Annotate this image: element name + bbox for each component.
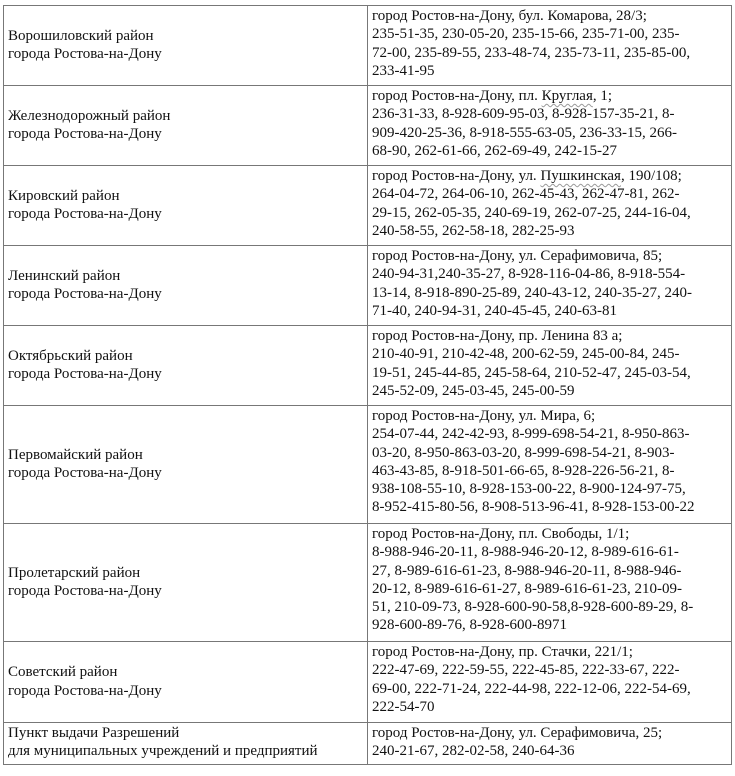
address-phones-cell: [368, 723, 732, 765]
district-name-cell: [4, 723, 368, 765]
address-line: город Ростов-на-Дону, пл. Свободы, 1/1;: [372, 526, 630, 542]
address-phones-cell: [368, 642, 732, 723]
address-phones-cell: [368, 166, 732, 246]
district-name-line: Октябрьский район: [8, 347, 133, 364]
phones-line: 928-600-89-76, 8-928-600-8971: [372, 617, 567, 634]
phones-line: 240-21-67, 282-02-58, 240-64-36: [372, 743, 575, 760]
phones-line: 240-58-55, 262-58-18, 282-25-93: [372, 222, 575, 239]
district-name-line: Пролетарский район: [8, 564, 141, 581]
address-line: город Ростов-на-Дону, пл. Круглая, 1;: [372, 88, 613, 104]
phones-line: 909-420-25-36, 8-918-555-63-05, 236-33-15, 266-: [372, 124, 677, 141]
district-name-line: Советский район: [8, 664, 118, 681]
phones-line: 19-51, 245-44-85, 245-58-64, 210-52-47, 245-03-54,: [372, 364, 691, 381]
district-name-line: города Ростова-на-Дону: [8, 286, 162, 302]
table-row: [4, 642, 732, 723]
table-row: [4, 406, 732, 524]
address-phones-cell: [368, 86, 732, 166]
phones-line: 71-40, 240-94-31, 240-45-45, 240-63-81: [372, 302, 617, 319]
address-line: город Ростов-на-Дону, пр. Стачки, 221/1;: [372, 644, 633, 660]
district-name-line: города Ростова-на-Дону: [8, 46, 162, 62]
district-name-cell: [4, 642, 368, 723]
phones-line: 222-47-69, 222-59-55, 222-45-85, 222-33-67, 222-: [372, 662, 680, 679]
phones-line: 68-90, 262-61-66, 262-69-49, 242-15-27: [372, 142, 617, 159]
table-row: [4, 246, 732, 326]
phones-line: 8-952-415-80-56, 8-908-513-96-41, 8-928-153-00-22: [372, 499, 695, 516]
table-row: [4, 6, 732, 86]
phones-line: 463-43-85, 8-918-501-66-65, 8-928-226-56-21, 8-: [372, 462, 675, 479]
phones-line: 245-52-09, 245-03-45, 245-00-59: [372, 382, 575, 399]
phones-line: 03-20, 8-950-863-03-20, 8-999-698-54-21, 8-903-: [372, 444, 675, 461]
address-line: город Ростов-на-Дону, ул. Серафимовича, 85;: [372, 248, 663, 264]
district-name-cell: [4, 166, 368, 246]
district-name-line: города Ростова-на-Дону: [8, 465, 162, 481]
phones-line: 235-51-35, 230-05-20, 235-15-66, 235-71-00, 235-: [372, 26, 680, 43]
phones-line: 254-07-44, 242-42-93, 8-999-698-54-21, 8-950-863-: [372, 426, 690, 443]
phones-line: 27, 8-989-616-61-23, 8-988-946-20-11, 8-988-946-: [372, 562, 682, 579]
address-phones-cell: [368, 406, 732, 524]
phones-line: 29-15, 262-05-35, 240-69-19, 262-07-25, 244-16-04,: [372, 204, 691, 221]
phones-line: 236-31-33, 8-928-609-95-03, 8-928-157-35-21, 8-: [372, 106, 675, 123]
district-name-line: города Ростова-на-Дону: [8, 583, 162, 599]
district-name-line: Ленинский район: [8, 267, 121, 284]
phones-line: 51, 210-09-73, 8-928-600-90-58,8-928-600-89-29, 8-: [372, 599, 694, 616]
district-name-line: города Ростова-на-Дону: [8, 206, 162, 222]
address-phones-cell: [368, 6, 732, 86]
address-line: город Ростов-на-Дону, пр. Ленина 83 а;: [372, 328, 623, 344]
phones-line: 210-40-91, 210-42-48, 200-62-59, 245-00-84, 245-: [372, 346, 680, 363]
district-name-line: Пункт выдачи Разрешений: [8, 725, 180, 741]
address-phones-cell: [368, 326, 732, 406]
district-name-cell: [4, 246, 368, 326]
district-name-cell: [4, 326, 368, 406]
table-row: [4, 166, 732, 246]
phones-line: 222-54-70: [372, 698, 435, 715]
district-name-line: города Ростова-на-Дону: [8, 366, 162, 382]
district-name-cell: [4, 406, 368, 524]
address-line: город Ростов-на-Дону, ул. Пушкинская, 190/108;: [372, 168, 682, 184]
phones-line: 240-94-31,240-35-27, 8-928-116-04-86, 8-918-554-: [372, 266, 686, 283]
district-name-line: Ворошиловский район: [8, 27, 154, 44]
address-line: город Ростов-на-Дону, ул. Мира, 6;: [372, 408, 596, 424]
phones-line: 69-00, 222-71-24, 222-44-98, 222-12-06, 222-54-69,: [372, 680, 691, 697]
phones-line: 938-108-55-10, 8-928-153-00-22, 8-900-124-97-75,: [372, 481, 686, 498]
address-phones-cell: [368, 246, 732, 326]
address-line: город Ростов-на-Дону, бул. Комарова, 28/3;: [372, 8, 647, 24]
district-name-cell: [4, 524, 368, 642]
phones-line: 8-988-946-20-11, 8-988-946-20-12, 8-989-616-61-: [372, 544, 679, 561]
spellcheck-word: Круглая: [541, 88, 593, 104]
table-row: [4, 326, 732, 406]
phones-line: 264-04-72, 264-06-10, 262-45-43, 262-47-81, 262-: [372, 186, 680, 203]
table-body: [4, 6, 732, 765]
address-phones-cell: [368, 524, 732, 642]
district-name-line: Кировский район: [8, 187, 120, 204]
district-name-line: Железнодорожный район: [8, 107, 171, 124]
district-name-line: города Ростова-на-Дону: [8, 682, 162, 699]
districts-contacts-table: [3, 5, 732, 765]
table-row: [4, 723, 732, 765]
district-name-line: города Ростова-на-Дону: [8, 126, 162, 142]
table-row: [4, 86, 732, 166]
phones-line: 20-12, 8-989-616-61-27, 8-989-616-61-23, 210-09-: [372, 580, 682, 597]
address-line: город Ростов-на-Дону, ул. Серафимовича, 25;: [372, 725, 663, 741]
district-name-cell: [4, 86, 368, 166]
table-row: [4, 524, 732, 642]
spellcheck-word: Пушкинская: [540, 168, 621, 184]
phones-line: 72-00, 235-89-55, 233-48-74, 235-73-11, 235-85-00,: [372, 44, 691, 61]
district-name-line: Первомайский район: [8, 446, 143, 463]
phones-line: 233-41-95: [372, 62, 435, 79]
district-name-line: для муниципальных учреждений и предприятий: [8, 743, 318, 760]
district-name-cell: [4, 6, 368, 86]
phones-line: 13-14, 8-918-890-25-89, 240-43-12, 240-35-27, 240-: [372, 284, 692, 301]
